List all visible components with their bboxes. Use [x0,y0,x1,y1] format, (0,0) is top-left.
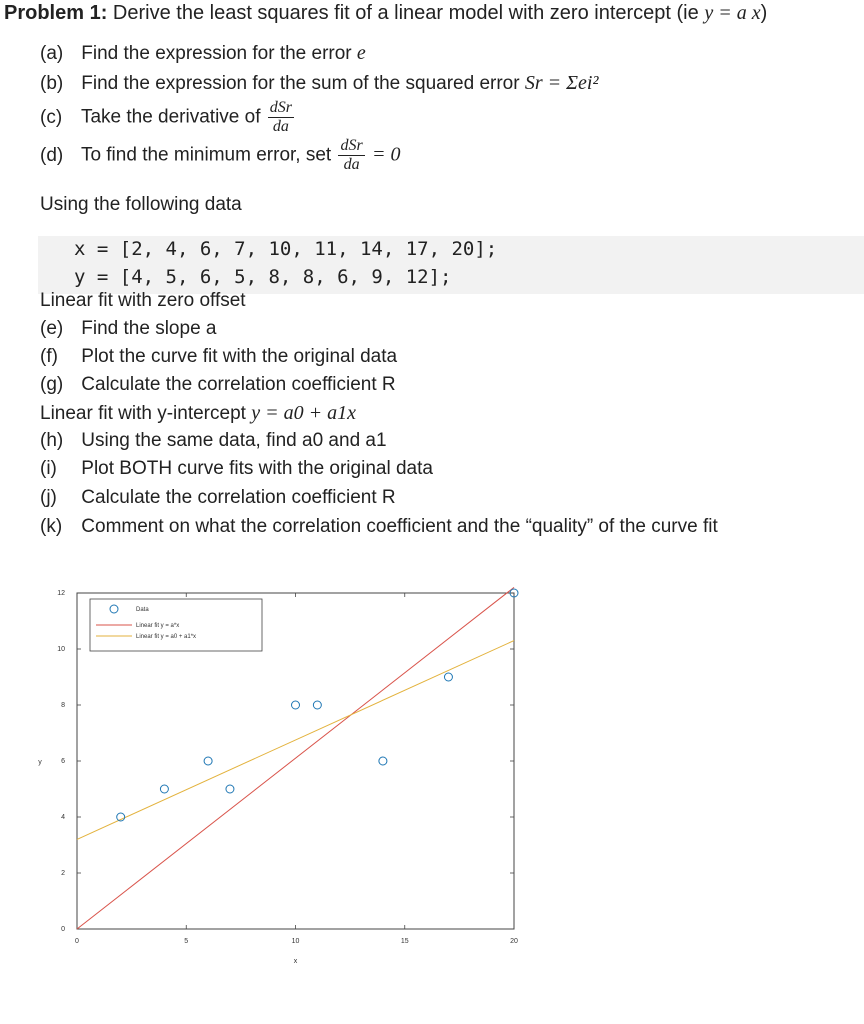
part-c-fraction [268,100,294,135]
curve-fit-plot [0,575,864,975]
part-a-math: e [356,42,366,64]
part-e [40,318,216,340]
y-tick-label-2: 4 [61,814,65,821]
part-d-tail: = 0 [372,143,401,166]
part-h [40,430,387,452]
x-tick-label-2: 10 [291,938,300,945]
y-tick-label-4: 8 [61,702,65,709]
part-a [40,42,366,65]
part-d [40,138,401,173]
part-d-text: To find the minimum error, set [80,144,332,166]
section2-math: y = a0 + a1x [251,402,356,424]
part-k [40,516,718,538]
section2-title [40,402,356,425]
part-h-text: Using the same data, find a0 and a1 [81,430,387,451]
part-d-fraction [338,138,364,173]
section1-title: Linear fit with zero offset [40,290,246,311]
part-b-label: (b) [40,73,64,94]
part-g-label: (g) [40,374,64,395]
x-tick-label-0: 0 [75,938,79,945]
part-c-numerator: dSr [269,99,292,116]
x-axis-label: x [293,958,298,965]
part-h-label: (h) [40,430,64,451]
part-g-text: Calculate the correlation coefficient R [81,374,396,395]
code-line-y: y = [4, 5, 6, 5, 8, 8, 6, 9, 12]; [74,266,452,288]
legend-label-data: Data [136,607,149,613]
part-e-text: Find the slope a [81,318,217,339]
section2-title-text: Linear fit with y-intercept [40,403,246,424]
part-c-text: Take the derivative of [80,106,261,128]
part-k-label: (k) [40,516,63,537]
problem-math: y = a x [704,2,761,24]
y-axis-label: y [38,759,42,766]
problem-title [4,2,767,25]
problem-text: Derive the least squares fit of a linear model with zero intercept (ie [112,2,699,24]
part-e-label: (e) [40,318,64,339]
part-d-denominator: da [343,156,360,173]
part-k-text: Comment on what the correlation coefficient and the “quality” of the curve fit [81,516,718,537]
legend-label-0: Linear fit y = a*x [136,623,180,629]
part-j-label: (j) [40,487,57,508]
legend-label-1: Linear fit y = a0 + a1*x [136,634,197,640]
x-tick-label-4: 20 [510,938,518,945]
part-a-label: (a) [40,43,64,64]
x-tick-label-1: 5 [184,938,189,945]
part-i-label: (i) [40,458,57,479]
y-tick-label-5: 10 [57,646,65,653]
part-i [40,458,433,480]
part-i-text: Plot BOTH curve fits with the original data [81,458,433,479]
part-g [40,374,396,396]
using-text: Using the following data [40,194,242,215]
part-a-text: Find the expression for the error [81,43,352,64]
part-b-math: Sr = Σei² [524,72,599,94]
part-f-label: (f) [40,346,58,367]
part-c-denominator: da [272,118,289,135]
part-d-label: (d) [40,144,64,166]
part-j-text: Calculate the correlation coefficient R [81,487,396,508]
x-tick-label-3: 15 [400,938,409,945]
part-b-text: Find the expression for the sum of the squared error [81,73,520,94]
part-j [40,487,396,509]
y-tick-label-6: 12 [57,590,65,597]
y-tick-label-0: 0 [61,926,65,933]
code-line-x: x = [2, 4, 6, 7, 10, 11, 14, 17, 20]; [74,238,498,260]
problem-close: ) [760,2,768,24]
problem-label: Problem 1: [4,2,108,24]
y-tick-label-3: 6 [61,758,65,765]
part-b [40,72,598,95]
part-d-numerator: dSr [340,137,363,154]
y-tick-label-1: 2 [61,870,65,877]
part-f [40,346,397,368]
part-c-label: (c) [40,106,63,128]
part-f-text: Plot the curve fit with the original data [81,346,398,367]
part-c [40,100,296,135]
